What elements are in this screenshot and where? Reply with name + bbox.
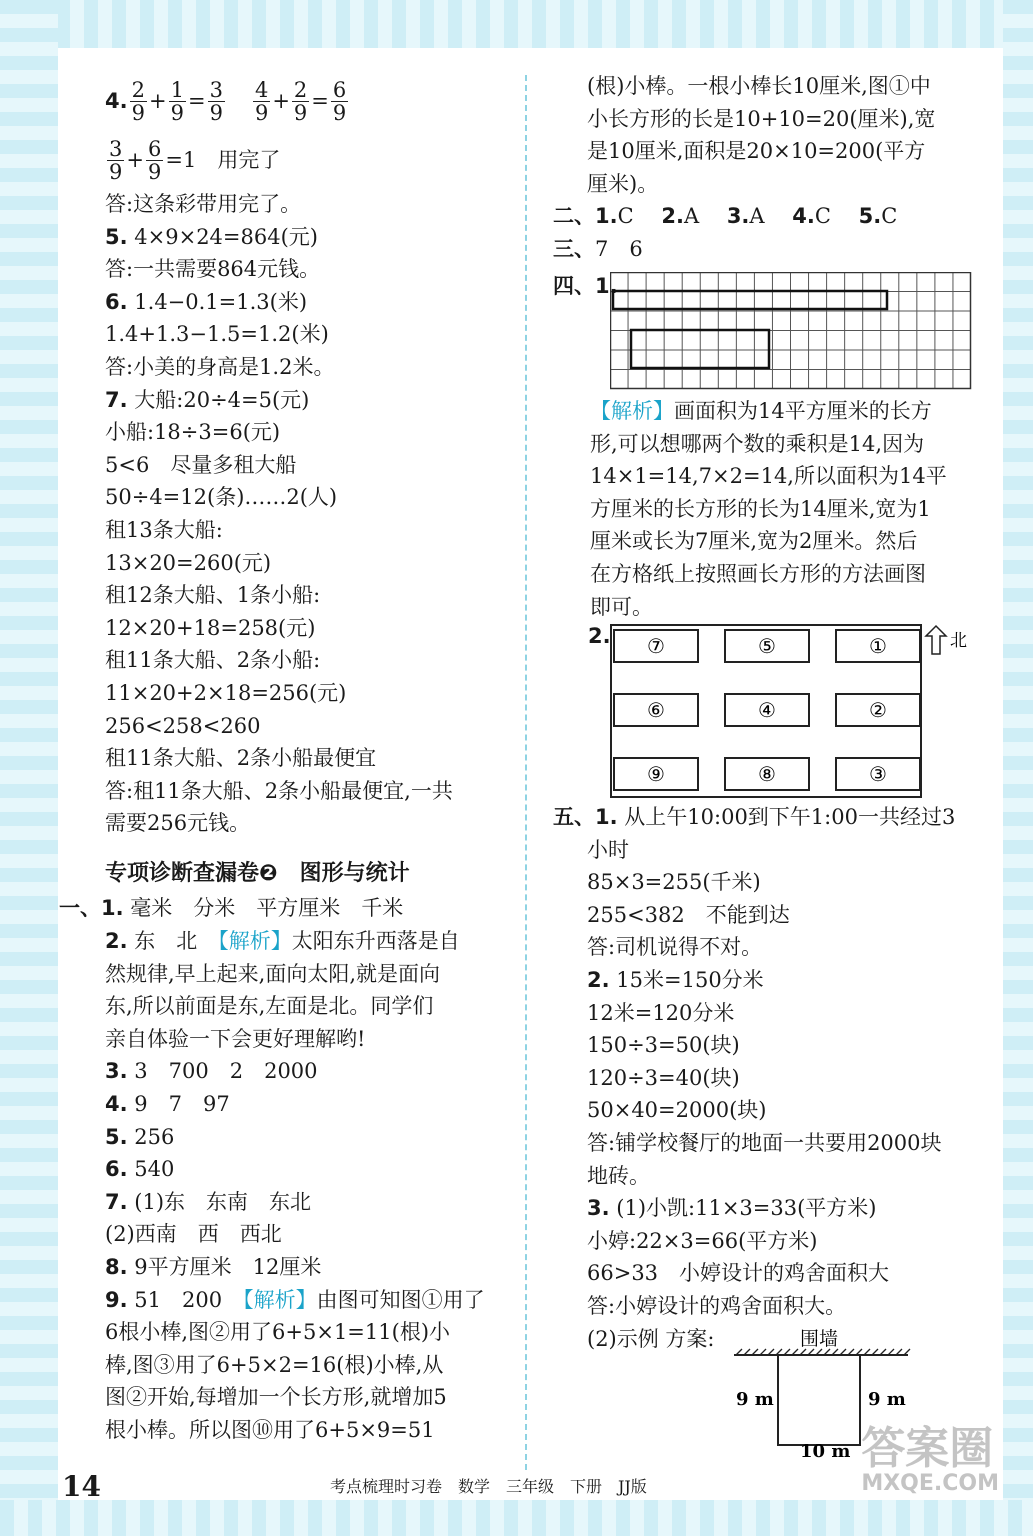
answer-text: 255<382 不能到达: [587, 902, 790, 927]
answer-text: 租11条大船、2条小船:: [105, 648, 321, 673]
analysis-tag: 【解析】: [218, 929, 292, 954]
part-2-answers: 二、1.C 2.A 3.A 4.C 5.C: [553, 204, 898, 229]
analysis-text: 厘米或长为7厘米,宽为2厘米。然后: [590, 529, 918, 554]
answer-text: 答:租11条大船、2条小船最便宜,一共: [105, 778, 453, 803]
map-cell-label: ④: [758, 698, 776, 722]
fraction: $\frac{2}{9}$: [131, 77, 145, 125]
answer-text: 答:小美的身高是1.2米。: [105, 354, 335, 379]
rectangle-14x1: [613, 291, 887, 309]
analysis-line: 【解析】画面积为14平方厘米的长方: [590, 399, 932, 423]
answer-text: 5<6 尽量多租大船: [105, 452, 297, 477]
fraction: $\frac{2}{9}$: [293, 77, 308, 125]
left-column: [59, 70, 515, 1447]
analysis-text: 图②开始,每增加一个长方形,就增加5: [105, 1385, 447, 1410]
square-grid-drawing: [610, 272, 972, 390]
answer-text: 地砖。: [587, 1163, 650, 1188]
map-cell-label: ①: [869, 634, 887, 658]
part-4-label: 四、1.: [553, 274, 618, 298]
answer-text: 小婷:22×3=66(平方米): [587, 1228, 818, 1253]
answer-5: 5. 4×9×24=864(元): [105, 224, 318, 249]
right-column-part5: [553, 801, 993, 1355]
map-cell-label: ⑨: [647, 762, 665, 786]
decorative-border-right: [1003, 0, 1033, 1536]
analysis-text: 小长方形的长是10+10=20(厘米),宽: [587, 106, 936, 131]
answer-4-fractions-line2: $\frac{3}{9}$ + $\frac{6}{9}$ =1 用完了: [109, 136, 281, 184]
part-3-answers: 三、7 6: [553, 236, 643, 261]
answer-2: 2. 东 北 【解析】太阳东升西落是自: [105, 929, 460, 954]
map-cell-label: ⑤: [758, 634, 776, 658]
dim-left-label: 9 m: [736, 1389, 774, 1410]
answer-text: 小船:18÷3=6(元): [105, 420, 281, 445]
part-1-answer-1: 一、1. 毫米 分米 平方厘米 千米: [59, 896, 404, 921]
analysis-text: 6根小棒,图②用了6+5×1=11(根)小: [105, 1320, 451, 1345]
fraction: $\frac{6}{9}$: [147, 136, 162, 184]
answer-3: 3. (1)小凯:11×3=33(平方米): [587, 1196, 877, 1221]
answer-text: 50÷4=12(条)……2(人): [105, 485, 338, 510]
answer-8: 8. 9平方厘米 12厘米: [105, 1255, 322, 1279]
answer-5: 5. 256: [105, 1124, 175, 1149]
analysis-text: 然规律,早上起来,面向太阳,就是面向: [105, 961, 441, 986]
analysis-text: 厘米)。: [587, 171, 659, 196]
answer-2: 2. 15米=150分米: [587, 967, 764, 992]
answer-text: (2)西南 西 西北: [105, 1222, 282, 1247]
map-cell-label: ⑥: [647, 698, 665, 722]
answer-text: 答:司机说得不对。: [587, 935, 763, 960]
dim-bottom-label: 10 m: [800, 1441, 851, 1462]
answer-9: 9. 51 200 【解析】由图可知图①用了: [105, 1287, 485, 1312]
answer-4: 4. 9 7 97: [105, 1092, 230, 1117]
dim-right-label: 9 m: [868, 1389, 906, 1410]
watermark-logo: 答案圈 MXQE.COM: [861, 1423, 999, 1496]
analysis-text: 亲自体验一下会更好理解哟!: [105, 1026, 366, 1051]
footer-text: 考点梳理时习卷 数学 三年级 下册 JJ版: [330, 1477, 647, 1496]
answer-text: 50×40=2000(块): [587, 1098, 767, 1123]
answer-text: 答:一共需要864元钱。: [105, 257, 321, 282]
page-number: 14: [62, 1470, 101, 1503]
fraction: $\frac{3}{9}$: [209, 77, 223, 125]
north-label: 北: [950, 631, 967, 651]
answer-text: 答:小婷设计的鸡舍面积大。: [587, 1293, 847, 1318]
answer-4-fractions-line1: 4. $\frac{2}{9}$ + $\frac{1}{9}$ = $\frac{3}{9}$ $\frac{4}{9}$ + $\frac{2}{9}$ = $\frac{6}{9}$: [105, 77, 347, 125]
analysis-text: 方厘米的长方形的长为14厘米,宽为1: [590, 496, 931, 521]
section-title: 专项诊断查漏卷❷ 图形与统计: [105, 860, 410, 886]
analysis-tag: 【解析】: [590, 399, 674, 423]
north-arrow-icon: [926, 626, 946, 654]
analysis-text: 根小棒。所以图⑩用了6+5×9=51: [105, 1417, 435, 1442]
fraction: $\frac{1}{9}$: [170, 77, 184, 125]
analysis-text: 棒,图③用了6+5×2=16(根)小棒,从: [105, 1352, 444, 1377]
map-cell-label: ②: [869, 698, 887, 722]
answer-6: 6. 540: [105, 1157, 175, 1182]
right-column: [553, 70, 993, 298]
answer-text: 66>33 小婷设计的鸡舍面积大: [587, 1261, 890, 1286]
analysis-text: 是10厘米,面积是20×10=200(平方: [587, 139, 926, 164]
analysis-text: 形,可以想哪两个数的乘积是14,因为: [590, 431, 925, 456]
answer-text: 租13条大船:: [105, 517, 223, 542]
part-4-q2-label: 2.: [588, 624, 611, 648]
answer-text: 租12条大船、1条小船:: [105, 583, 321, 608]
decorative-border-left: [0, 0, 58, 1536]
analysis-text: 即可。: [590, 594, 653, 619]
right-column-analysis: [590, 395, 990, 623]
answer-text: 150÷3=50(块): [587, 1033, 740, 1058]
answer-text: 13×20=260(元): [105, 550, 272, 575]
answer-text: 12米=120分米: [587, 1000, 735, 1025]
wall-label: 围墙: [800, 1328, 839, 1350]
answer-7: 7. (1)东 东南 东北: [105, 1189, 312, 1214]
map-cell-label: ⑦: [647, 634, 665, 658]
answer-text: 12×20+18=258(元): [105, 615, 316, 640]
decorative-border-bottom: [0, 1500, 1033, 1536]
answer-text: 租11条大船、2条小船最便宜: [105, 746, 377, 771]
fraction: $\frac{4}{9}$: [254, 77, 269, 125]
map-cell-label: ⑧: [758, 762, 776, 786]
map-cell-label: ③: [869, 762, 887, 786]
answer-text: 85×3=255(千米): [587, 870, 761, 895]
answer-text: 小时: [587, 837, 629, 862]
analysis-tag: 【解析】: [243, 1287, 317, 1312]
answer-text: 答:铺学校餐厅的地面一共要用2000块: [587, 1130, 942, 1155]
answer-3: 3. 3 700 2 2000: [105, 1059, 318, 1084]
column-divider: [525, 75, 527, 1470]
fraction: $\frac{6}{9}$: [332, 77, 347, 125]
answer-text: 1.4+1.3−1.5=1.2(米): [105, 322, 329, 347]
analysis-text: 在方格纸上按照画长方形的方法画图: [590, 561, 926, 586]
analysis-text: (根)小棒。一根小棒长10厘米,图①中: [587, 74, 931, 98]
position-map-diagram: [610, 624, 970, 800]
answer-text: 需要256元钱。: [105, 811, 251, 836]
analysis-text: 14×1=14,7×2=14,所以面积为14平: [590, 464, 947, 489]
decorative-border-top: [0, 0, 1033, 48]
answer-text: 120÷3=40(块): [587, 1065, 740, 1090]
answer-text: 11×20+2×18=256(元): [105, 680, 347, 705]
answer-6: 6. 1.4−0.1=1.3(米): [105, 289, 308, 314]
answer-text: 256<258<260: [105, 713, 261, 738]
q-number: 4.: [105, 88, 128, 113]
fraction: $\frac{3}{9}$: [109, 136, 123, 184]
analysis-text: 东,所以前面是东,左面是北。同学们: [105, 994, 434, 1019]
answer-text: (2)示例 方案:: [587, 1326, 715, 1351]
answer-7: 7. 大船:20÷4=5(元): [105, 387, 310, 412]
part-5-answer-1: 五、1. 从上午10:00到下午1:00一共经过3: [553, 805, 956, 829]
answer-text: 答:这条彩带用完了。: [105, 192, 302, 216]
